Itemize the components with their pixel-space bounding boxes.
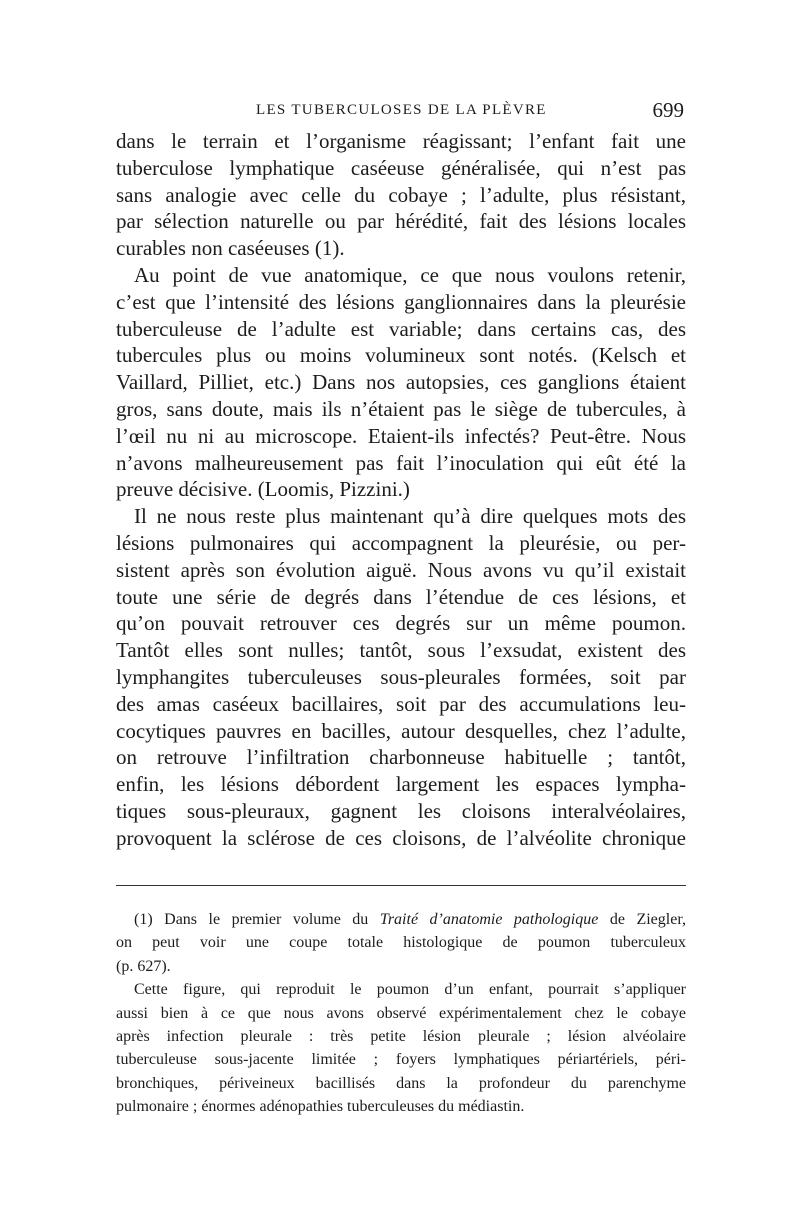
footnote-1-line: on peut voir une coupe totale histologique de poumon tuberculeux bbox=[116, 934, 686, 952]
page-header bbox=[116, 92, 684, 126]
text-line: tiques sous-pleuraux, gagnent les cloisons interalvéolaires, bbox=[116, 798, 686, 823]
footnote-1-line: (p. 627). bbox=[116, 957, 171, 975]
text-line: tubercules plus ou moins volumineux sont notés. (Kelsch et bbox=[116, 343, 686, 368]
running-title: LES TUBERCULOSES DE LA PLÈVRE bbox=[256, 102, 547, 118]
text-line: Au point de vue anatomique, ce que nous voulons retenir, bbox=[134, 262, 686, 287]
footnote-1-line bbox=[116, 908, 686, 931]
text-line: l’œil nu ni au microscope. Etaient-ils infectés? Peut-être. Nous bbox=[116, 423, 686, 448]
text-line: qu’on pouvait retrouver ces degrés sur un même poumon. bbox=[116, 611, 686, 636]
text-line: toute une série de degrés dans l’étendue de ces lésions, et bbox=[116, 584, 686, 609]
text-line: lésions pulmonaires qui accompagnent la pleurésie, ou per- bbox=[116, 530, 686, 555]
footnote-2-line: aussi bien à ce que nous avons observé expérimentalement chez le cobaye bbox=[116, 1004, 686, 1022]
footnote-2-line: après infection pleurale : très petite lésion pleurale ; lésion alvéolaire bbox=[116, 1027, 686, 1045]
footnote-2-line: tuberculeuse sous-jacente limitée ; foyers lymphatiques périartériels, péri- bbox=[116, 1051, 686, 1069]
text-line: provoquent la sclérose de ces cloisons, de l’alvéolite chronique bbox=[116, 825, 686, 850]
text-line: gros, sans doute, mais ils n’étaient pas le siège de tubercules, à bbox=[116, 396, 686, 421]
footnote-2-line: bronchiques, périveineux bacillisés dans la profondeur du parenchyme bbox=[116, 1074, 686, 1092]
text-line: Tantôt elles sont nulles; tantôt, sous l’exsudat, existent des bbox=[116, 638, 686, 663]
text-line: par sélection naturelle ou par hérédité, fait des lésions locales bbox=[116, 209, 686, 234]
footnote-2-line: pulmonaire ; énormes adénopathies tuberculeuses du médiastin. bbox=[116, 1098, 525, 1116]
text-line: dans le terrain et l’organisme réagissant; l’enfant fait une bbox=[116, 129, 686, 153]
text-line: tuberculeuse de l’adulte est variable; dans certains cas, des bbox=[116, 316, 686, 341]
text-line: Il ne nous reste plus maintenant qu’à dire quelques mots des bbox=[134, 504, 686, 529]
text-line: n’avons malheureusement pas fait l’inoculation qui eût été la bbox=[116, 450, 686, 475]
text-line: sans analogie avec celle du cobaye ; l’adulte, plus résistant, bbox=[116, 182, 686, 207]
text-line: Vaillard, Pilliet, etc.) Dans nos autopsies, ces ganglions étaient bbox=[116, 370, 686, 395]
page-number: 699 bbox=[652, 98, 684, 122]
text-line: on retrouve l’infiltration charbonneuse habituelle ; tantôt, bbox=[116, 745, 686, 770]
text-line: c’est que l’intensité des lésions ganglionnaires dans la pleurésie bbox=[116, 289, 686, 314]
footnote-1-text: de Ziegler, bbox=[598, 911, 686, 928]
text-line: sistent après son évolution aiguë. Nous avons vu qu’il existait bbox=[116, 557, 686, 582]
footnotes bbox=[116, 908, 686, 1119]
footnote-1-text: (1) Dans le premier volume du bbox=[134, 911, 380, 928]
text-line: tuberculose lymphatique caséeuse généralisée, qui n’est pas bbox=[116, 155, 686, 180]
text-line: preuve décisive. (Loomis, Pizzini.) bbox=[116, 477, 410, 502]
text-line: cocytiques pauvres en bacilles, autour desquelles, chez l’adulte, bbox=[116, 718, 686, 743]
text-line: des amas caséeux bacillaires, soit par des accumulations leu- bbox=[116, 691, 686, 716]
text-line: curables non caséeuses (1). bbox=[116, 236, 345, 261]
text-line: enfin, les lésions débordent largement les espaces lympha- bbox=[116, 772, 686, 797]
footnote-2-line: Cette figure, qui reproduit le poumon d’un enfant, pourrait s’appliquer bbox=[134, 981, 686, 999]
footnote-separator bbox=[116, 885, 686, 886]
footnote-1-book-title: Traité d’anatomie pathologique bbox=[379, 911, 599, 928]
main-text bbox=[116, 128, 686, 852]
text-line: lymphangites tuberculeuses sous-pleurales formées, soit par bbox=[116, 664, 686, 689]
